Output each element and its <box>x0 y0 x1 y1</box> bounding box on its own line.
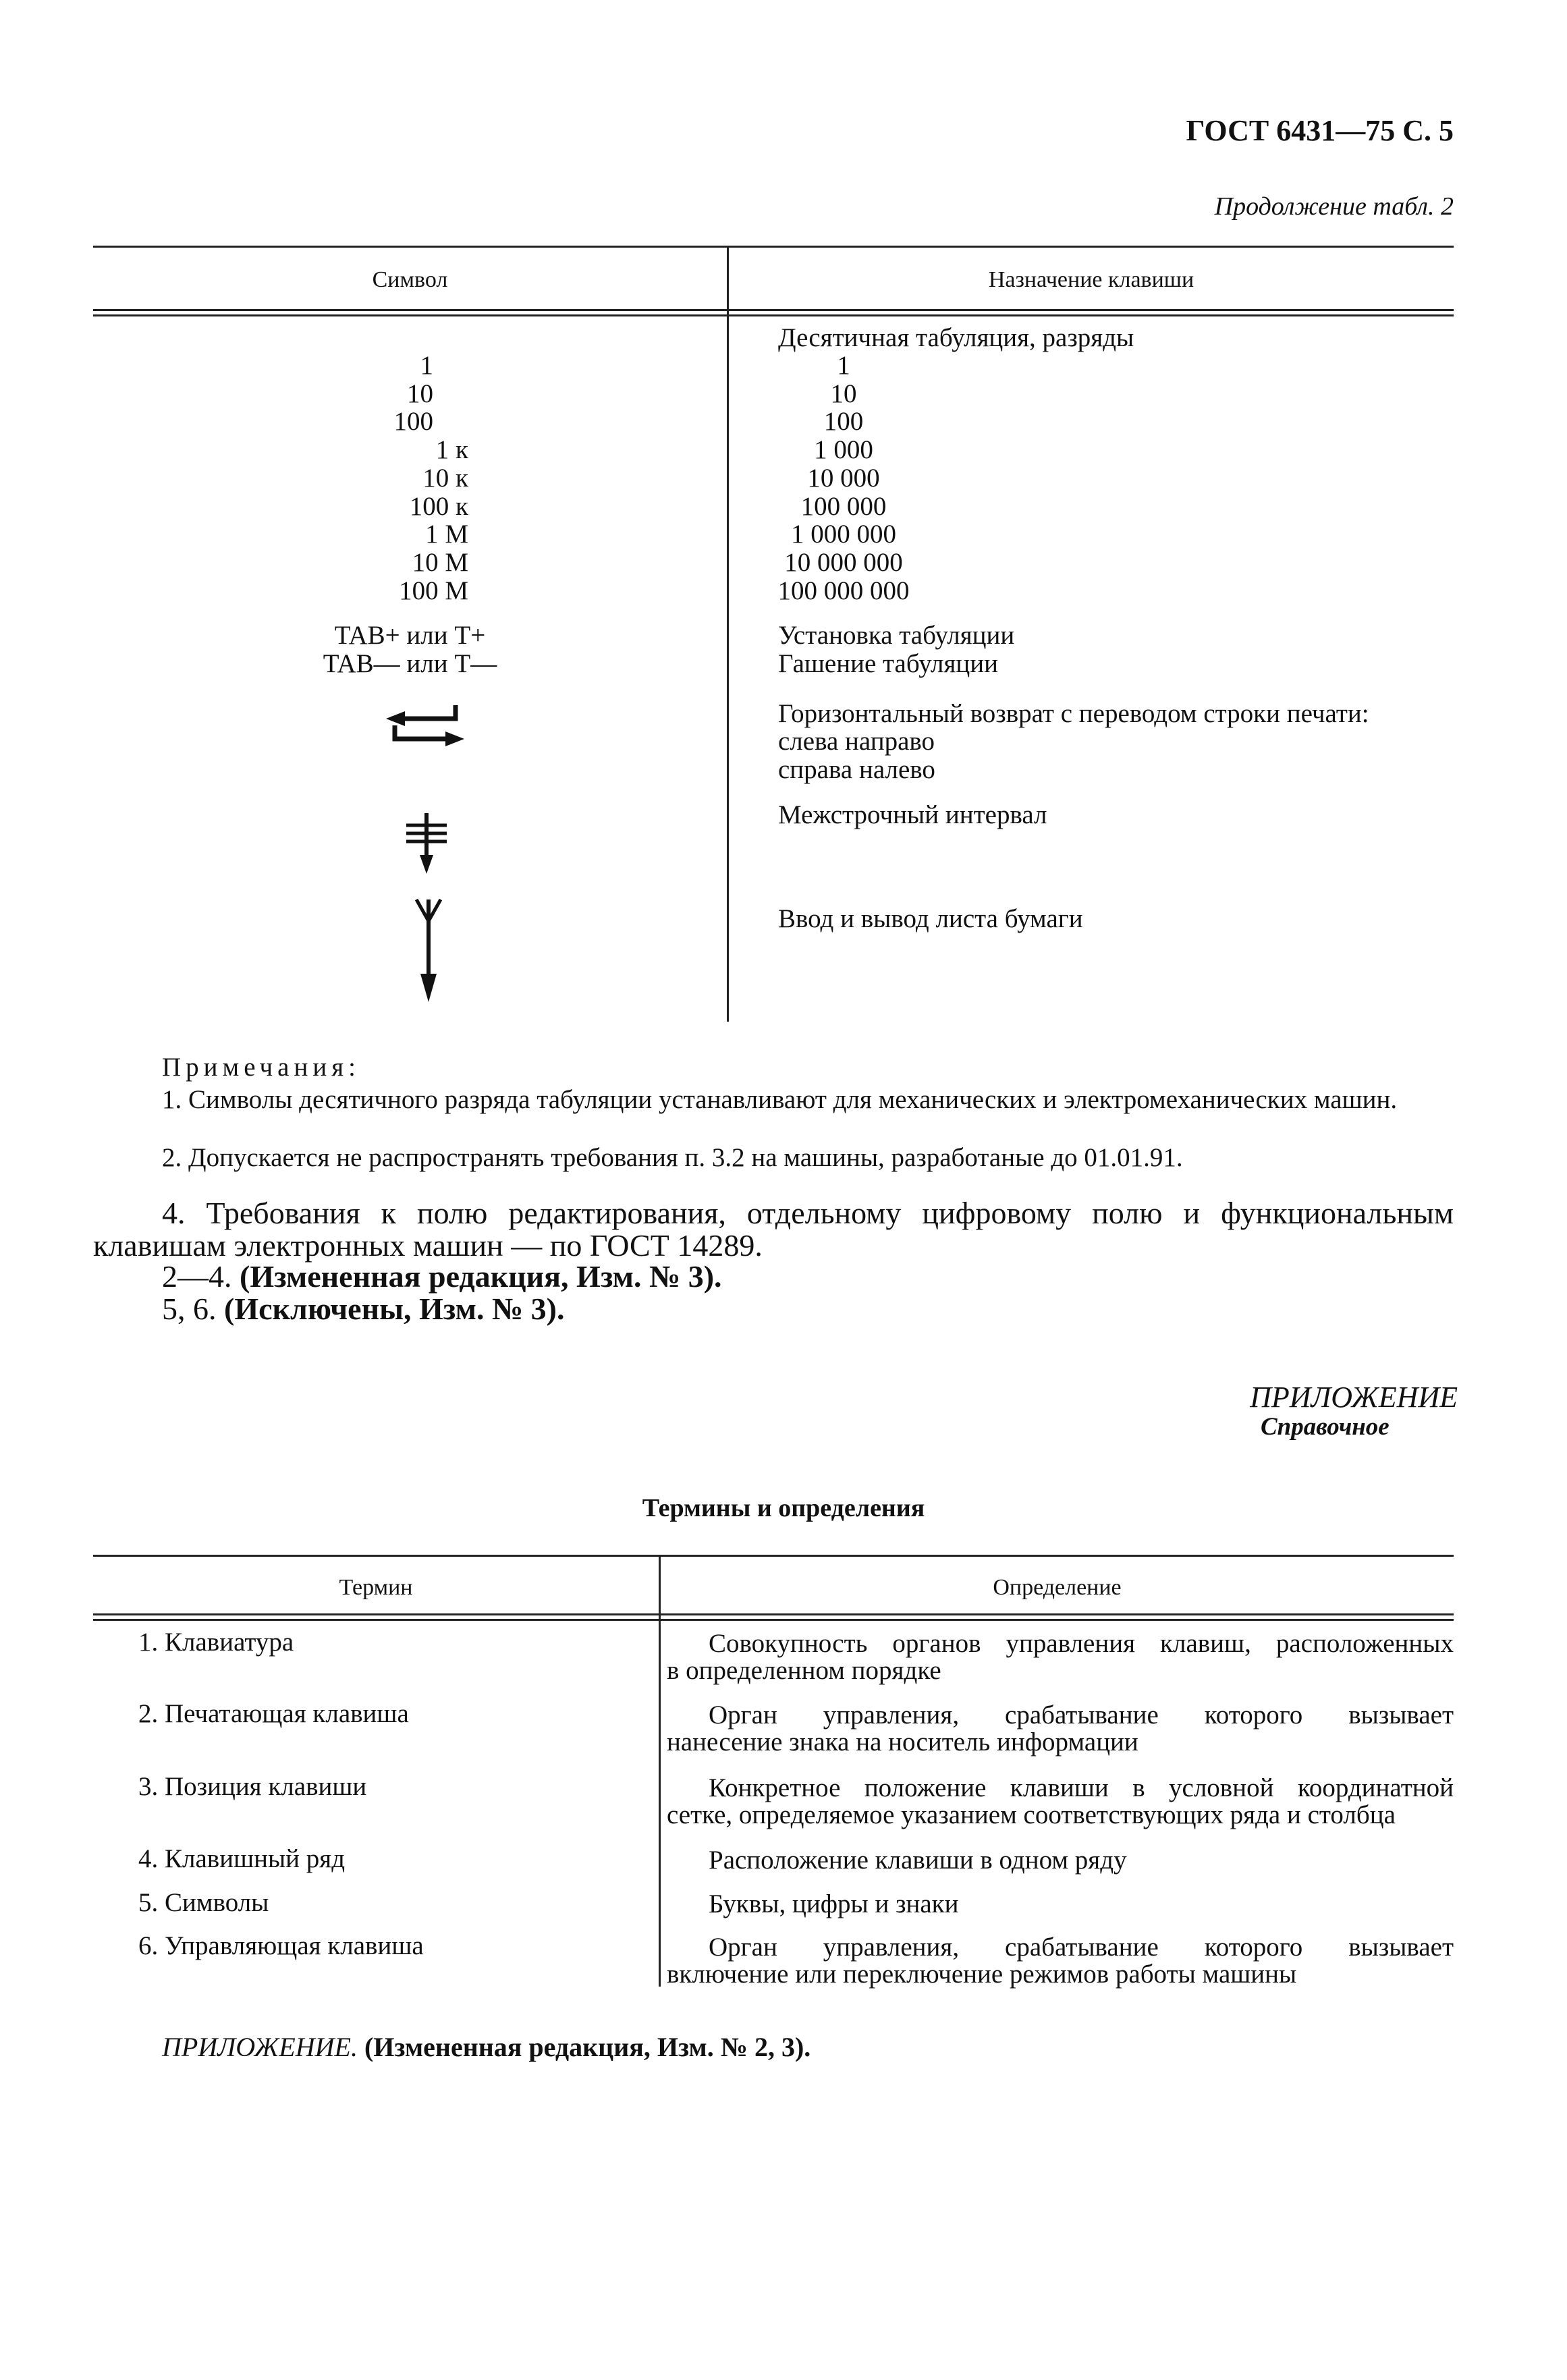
decimal-symbol: 100 М <box>399 576 468 605</box>
table-top-rule <box>93 246 1454 248</box>
term-cell: 6. Управляющая клавиша <box>138 1931 424 1960</box>
appendix-title: ПРИЛОЖЕНИЕ <box>1250 1381 1458 1414</box>
table-continuation: Продолжение табл. 2 <box>1214 192 1454 221</box>
definition-line-1: Орган управления, срабатывание которого вызывает <box>709 1933 1454 1962</box>
col-header-definition: Определение <box>993 1575 1122 1600</box>
decimal-value: 1 000 <box>814 435 873 464</box>
return-left-right: слева направо <box>778 727 935 756</box>
note-2: 2. Допускается не распространять требования п. 3.2 на машины, разработаные до 01.01.91. <box>162 1143 1183 1172</box>
decimal-value: 100 <box>823 407 864 436</box>
changed-note-bold: (Измененная редакция, Изм. № 3). <box>240 1259 722 1294</box>
definition-line-1: Конкретное положение клавиши в условной координатной <box>709 1773 1454 1802</box>
excluded-note-bold: (Исключены, Изм. № 3). <box>224 1292 565 1326</box>
header-rule-2 <box>93 314 1454 316</box>
decimal-symbol: 100 <box>393 407 433 436</box>
definition-line-1: Буквы, цифры и знаки <box>709 1889 959 1918</box>
definition-line-1: Расположение клавиши в одном ряду <box>709 1846 1127 1875</box>
decimal-symbol: 1 <box>420 351 433 380</box>
excluded-note-prefix: 5, 6. <box>162 1292 224 1326</box>
term-cell: 4. Клавишный ряд <box>138 1844 346 1873</box>
return-right-left: справа налево <box>778 755 935 784</box>
decimal-value: 10 000 <box>807 464 880 493</box>
decimal-value: 10 <box>830 379 857 408</box>
item-4-paragraph: 4. Требования к полю редактирования, отдельному цифровому полю и функциональным клавишам электронных машин — по ГОСТ 14289. <box>93 1196 1454 1263</box>
excluded-note <box>162 1293 1454 1325</box>
decimal-value: 100 000 000 <box>777 576 910 605</box>
term-cell: 5. Символы <box>138 1888 269 1917</box>
decimal-symbol: 10 к <box>422 464 468 493</box>
terms-header-rule-2 <box>93 1619 1454 1621</box>
changed-note-prefix: 2—4. <box>162 1259 240 1294</box>
col-header-purpose: Назначение клавиши <box>988 267 1194 292</box>
appendix-change-note-italic: ПРИЛОЖЕНИЕ. <box>162 2032 358 2062</box>
terms-header-rule-1 <box>93 1613 1454 1615</box>
paper-feed-icon <box>408 894 449 1002</box>
decimal-tab-title: Десятичная табуляция, разряды <box>778 323 1134 352</box>
appendix-subtitle: Справочное <box>1261 1413 1390 1441</box>
definition-line-1: Совокупность органов управления клавиш, расположенных <box>709 1629 1454 1658</box>
decimal-value: 1 000 000 <box>791 520 896 549</box>
paper-feed-label: Ввод и вывод листа бумаги <box>778 904 1083 933</box>
document-id: ГОСТ 6431—75 С. 5 <box>1186 114 1454 147</box>
line-spacing-icon <box>403 813 450 874</box>
tab-clear-label: Гашение табуляции <box>778 649 999 678</box>
definition-line-2: нанесение знака на носитель информации <box>667 1727 1138 1756</box>
decimal-value: 1 <box>837 351 850 380</box>
term-cell: 2. Печатающая клавиша <box>138 1699 409 1728</box>
tab-plus-symbol: TAB+ или T+ <box>334 621 486 650</box>
definition-line-2: включение или переключение режимов работы машины <box>667 1960 1297 1989</box>
line-spacing-label: Межстрочный интервал <box>778 800 1047 829</box>
decimal-value: 10 000 000 <box>784 548 903 577</box>
note-1: 1. Символы десятичного разряда табуляции устанавливают для механических и электромеханических машин. <box>162 1085 1398 1114</box>
terms-top-rule <box>93 1555 1454 1557</box>
decimal-symbol: 100 к <box>409 492 468 521</box>
decimal-symbol: 10 <box>407 379 433 408</box>
return-title: Горизонтальный возврат с переводом строки печати: <box>778 699 1369 728</box>
appendix-change-note <box>162 2031 810 2063</box>
carriage-return-icon <box>385 702 466 756</box>
definition-line-2: сетке, определяемое указанием соответствующих ряда и столбца <box>667 1800 1396 1829</box>
decimal-value: 100 000 <box>800 492 887 521</box>
definition-line-2: в определенном порядке <box>667 1656 941 1685</box>
decimal-symbol: 1 М <box>425 520 468 549</box>
tab-set-label: Установка табуляции <box>778 621 1015 650</box>
col-header-symbol: Символ <box>372 267 448 292</box>
col-header-term: Термин <box>339 1575 413 1600</box>
notes-title: Примечания: <box>162 1053 360 1082</box>
term-cell: 3. Позиция клавиши <box>138 1772 367 1801</box>
term-cell: 1. Клавиатура <box>138 1628 294 1657</box>
appendix-heading: Термины и определения <box>642 1494 925 1522</box>
definition-line-1: Орган управления, срабатывание которого вызывает <box>709 1700 1454 1729</box>
appendix-change-note-bold: (Измененная редакция, Изм. № 2, 3). <box>357 2032 811 2062</box>
decimal-symbol: 1 к <box>435 435 468 464</box>
tab-minus-symbol: TAB— или T— <box>323 649 497 678</box>
header-rule-1 <box>93 309 1454 311</box>
changed-note <box>162 1261 1454 1293</box>
decimal-symbol: 10 М <box>412 548 468 577</box>
